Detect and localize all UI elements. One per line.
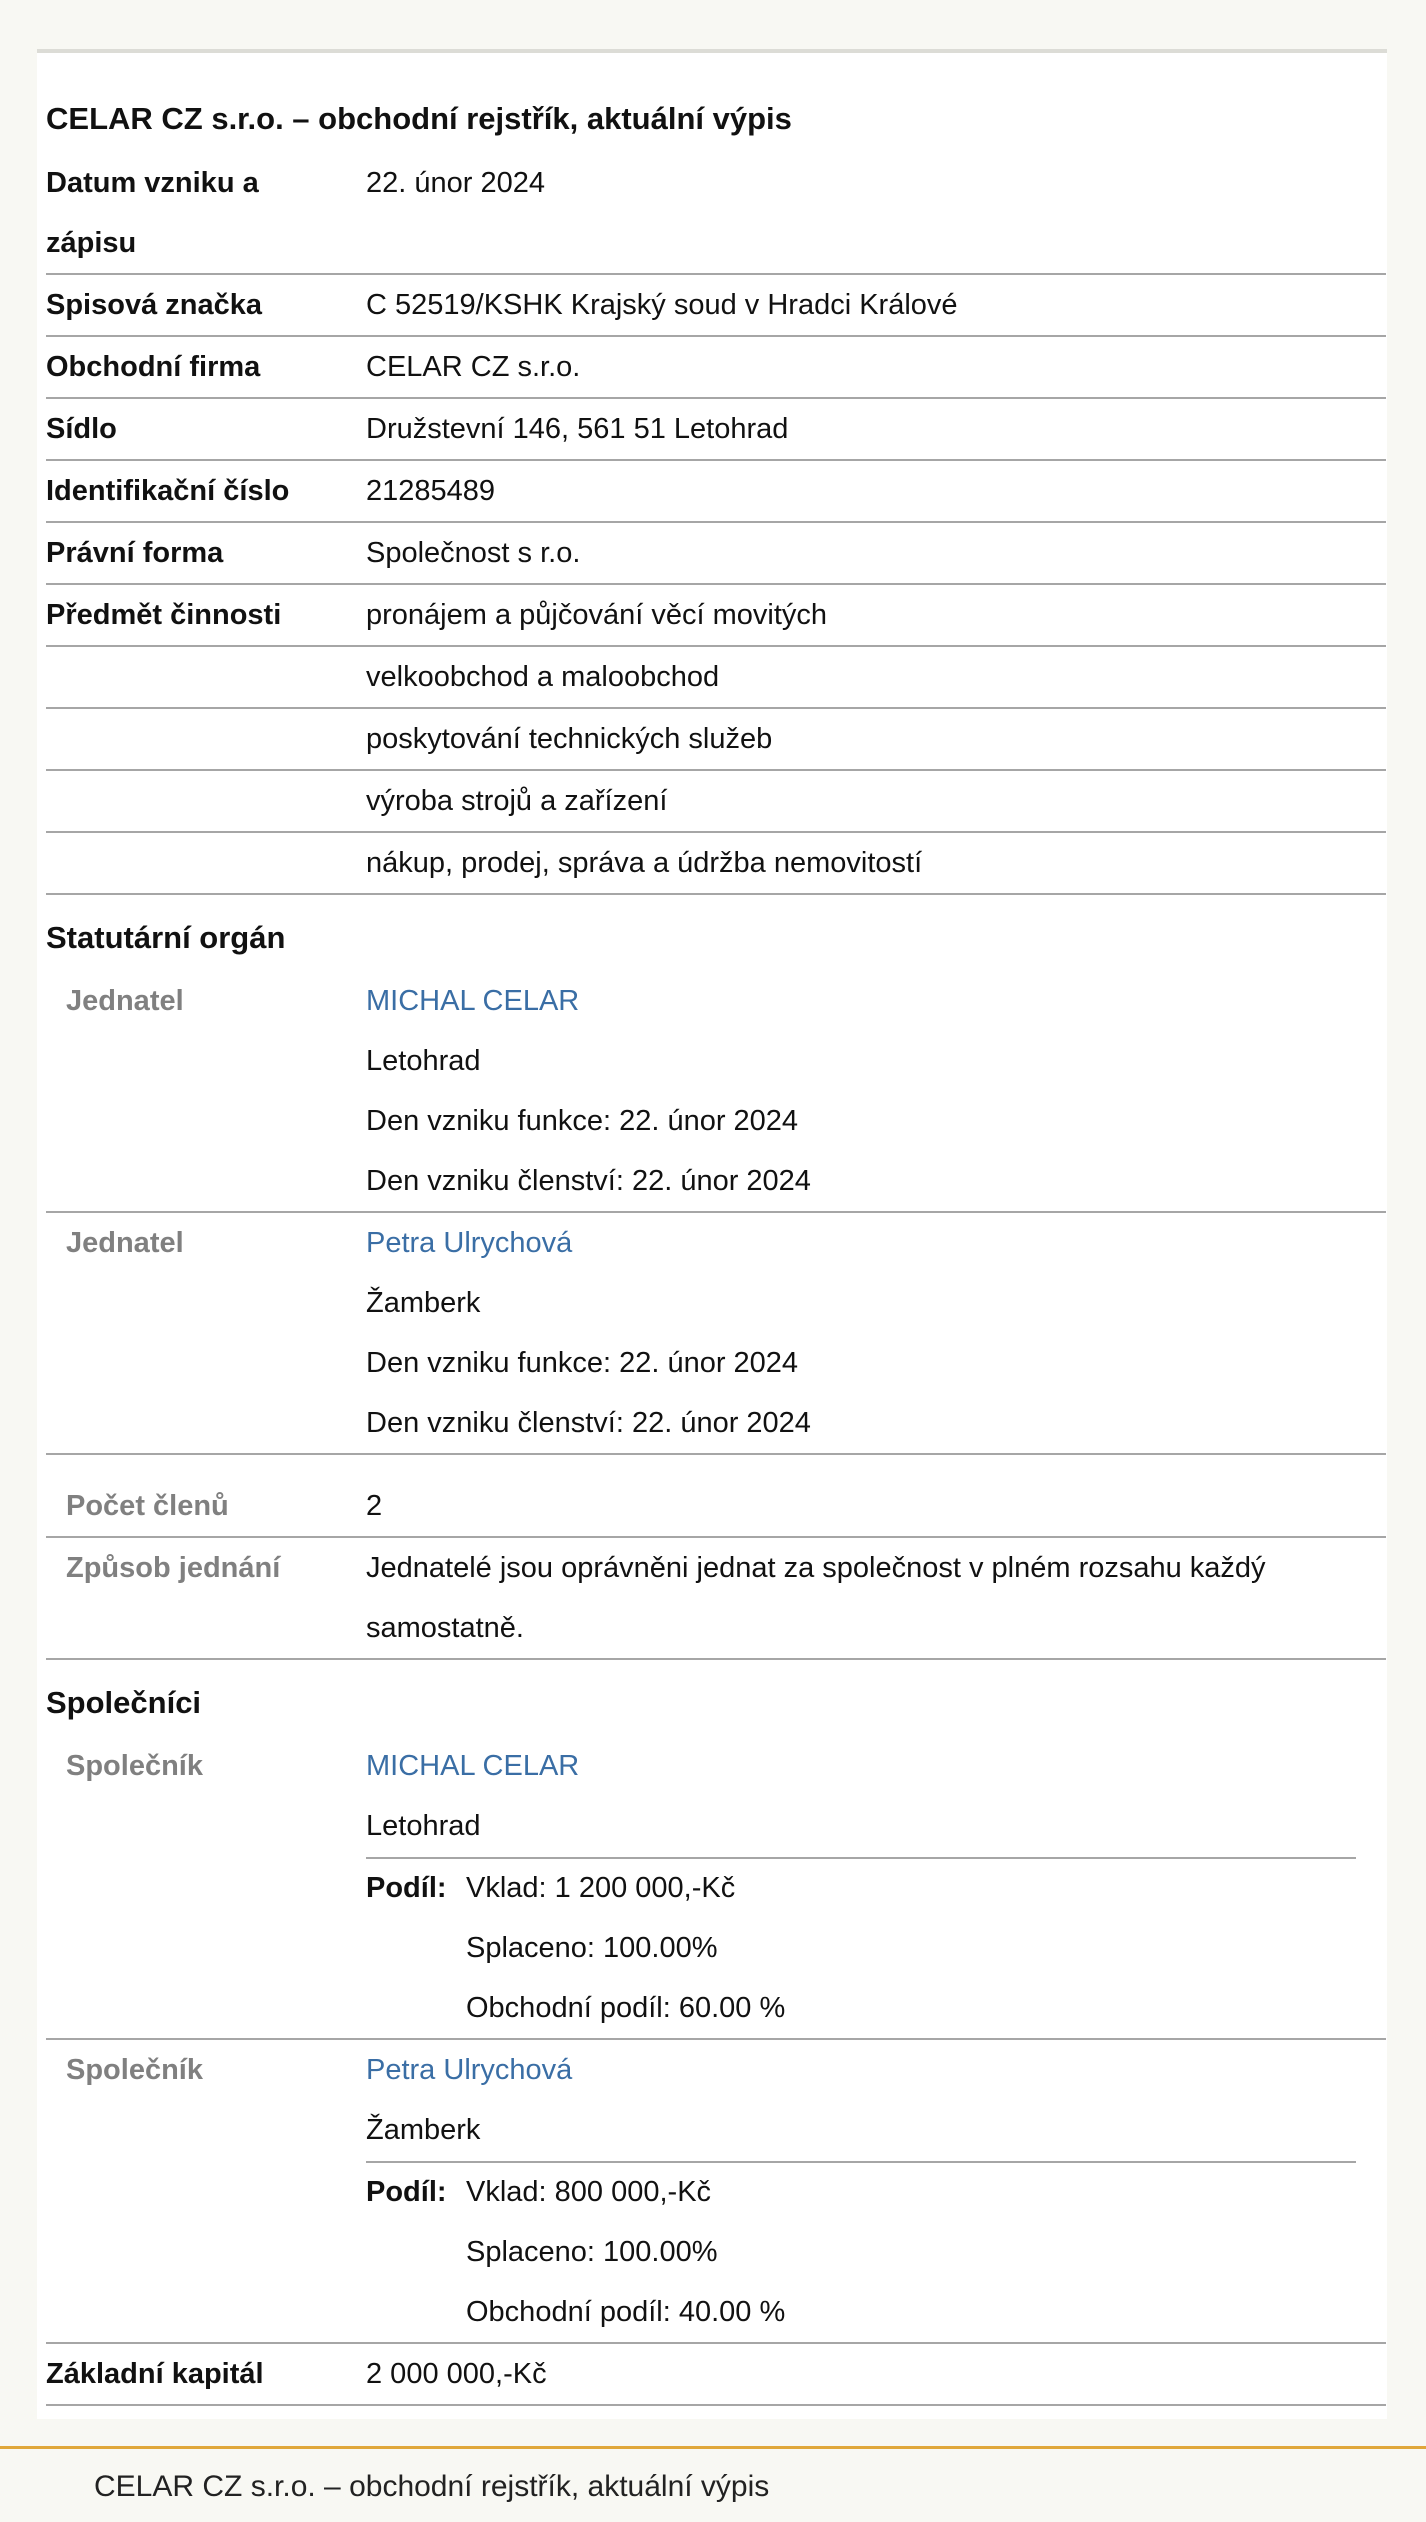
label-sidlo: Sídlo [46,413,117,445]
member-city: Žamberk [366,1287,481,1319]
value-spisova: C 52519/KSHK Krajský soud v Hradci Králové [366,289,958,321]
row-datum [46,153,1386,275]
predmet-item: velkoobchod a maloobchod [366,661,720,693]
footer-divider [0,2446,1426,2449]
predmet-item: výroba strojů a zařízení [366,785,668,817]
member-city: Žamberk [366,2114,481,2146]
value-pocet-clenu: 2 [366,1490,383,1522]
podil-label: Podíl: [366,1872,447,1904]
footer-title: CELAR CZ s.r.o. – obchodní rejstřík, aktuální výpis [94,2470,770,2503]
podil-obchodni: Obchodní podíl: 40.00 % [466,2296,786,2328]
label-zakladni-kapital: Základní kapitál [46,2358,264,2390]
value-sidlo: Družstevní 146, 561 51 Letohrad [366,413,789,445]
row-predmet-0 [46,585,1386,647]
value-zpusob-jednani: Jednatelé jsou oprávněni jednat za společnost v plném rozsahu každý samostatně. [366,1552,1266,1644]
row-spisova [46,275,1386,337]
label-forma: Právní forma [46,537,224,569]
label-pocet-clenu: Počet členů [66,1490,229,1522]
row-predmet-3 [46,771,1386,833]
label-ico: Identifikační číslo [46,475,290,507]
role-label: Společník [66,2054,203,2086]
value-firma: CELAR CZ s.r.o. [366,351,581,383]
label-spisova: Spisová značka [46,289,262,321]
role-label: Jednatel [66,985,184,1017]
row-zakladni-kapital [46,2344,1386,2406]
member-clenstvi: Den vzniku členství: 22. únor 2024 [366,1407,811,1439]
member-details [366,1736,1356,1856]
podil-values [466,1858,785,2038]
podil-values [466,2162,785,2342]
value-zakladni-kapital: 2 000 000,-Kč [366,2358,547,2390]
member-clenstvi: Den vzniku členství: 22. únor 2024 [366,1165,811,1197]
label-predmet: Předmět činnosti [46,599,282,631]
role-label: Společník [66,1750,203,1782]
section-statutarni-heading: Statutární orgán [46,920,286,955]
section-spolecnici-heading: Společníci [46,1685,202,1720]
spolecnik-member [46,1736,1386,2040]
value-datum: 22. únor 2024 [366,167,545,199]
podil-label: Podíl: [366,2176,447,2208]
member-name-link[interactable]: MICHAL CELAR [366,985,580,1017]
spolecnik-member [46,2040,1386,2344]
row-predmet-4 [46,833,1386,895]
member-city: Letohrad [366,1045,481,1077]
member-details [366,971,1356,1211]
podil-splaceno: Splaceno: 100.00% [466,2236,718,2268]
podil-obchodni: Obchodní podíl: 60.00 % [466,1992,786,2024]
value-forma: Společnost s r.o. [366,537,581,569]
member-details [366,1213,1356,1453]
label-firma: Obchodní firma [46,351,261,383]
label-zpusob-jednani: Způsob jednání [66,1552,281,1584]
member-city: Letohrad [366,1810,481,1842]
member-funkce: Den vzniku funkce: 22. únor 2024 [366,1105,799,1137]
page-title: CELAR CZ s.r.o. – obchodní rejstřík, aktuální výpis [46,101,792,136]
row-forma [46,523,1386,585]
podil-splaceno: Splaceno: 100.00% [466,1932,718,1964]
member-name-link[interactable]: Petra Ulrychová [366,1227,573,1259]
predmet-item: pronájem a půjčování věcí movitých [366,599,827,631]
row-pocet-clenu [46,1476,1386,1538]
predmet-item: nákup, prodej, správa a údržba nemovitostí [366,847,923,879]
row-predmet-2 [46,709,1386,771]
row-ico [46,461,1386,523]
row-firma [46,337,1386,399]
statutarni-member [46,971,1386,1213]
podil-vklad: Vklad: 1 200 000,-Kč [466,1872,736,1904]
label-datum: Datum vzniku a zápisu [46,167,259,259]
podil-vklad: Vklad: 800 000,-Kč [466,2176,712,2208]
row-zpusob-jednani [46,1538,1386,1660]
statutarni-member [46,1213,1386,1455]
value-ico: 21285489 [366,475,496,507]
member-details [366,2040,1356,2160]
member-name-link[interactable]: MICHAL CELAR [366,1750,580,1782]
member-name-link[interactable]: Petra Ulrychová [366,2054,573,2086]
row-predmet-1 [46,647,1386,709]
member-funkce: Den vzniku funkce: 22. únor 2024 [366,1347,799,1379]
row-sidlo [46,399,1386,461]
role-label: Jednatel [66,1227,184,1259]
predmet-item: poskytování technických služeb [366,723,773,755]
